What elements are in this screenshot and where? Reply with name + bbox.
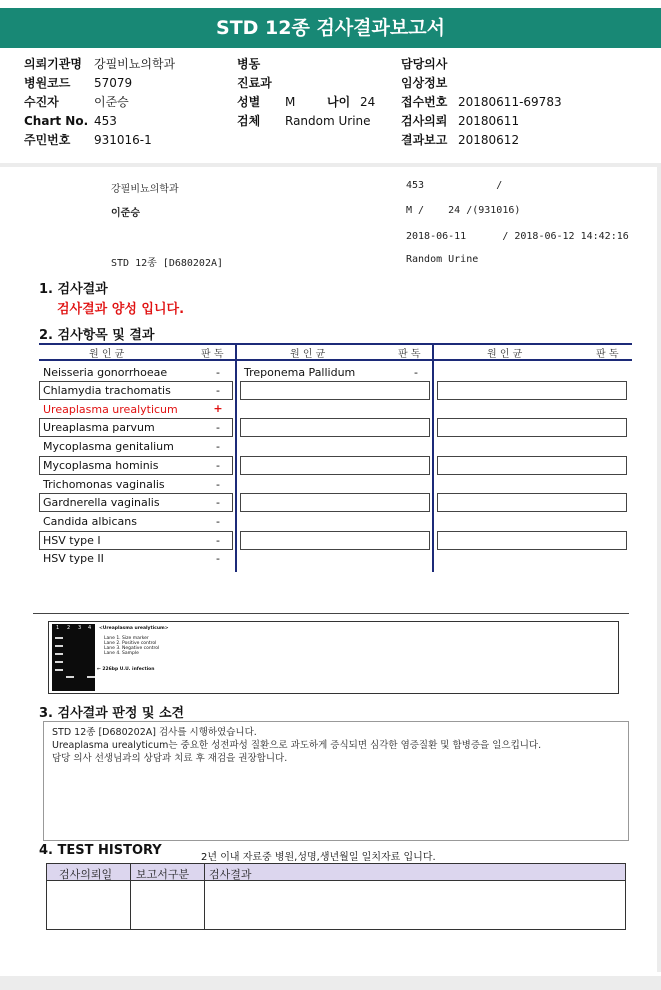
bottom-gutter bbox=[0, 976, 661, 990]
opinion-box bbox=[43, 721, 629, 841]
summary-test-code: STD 12종 [D680202A] bbox=[111, 258, 224, 269]
chart-label: Chart No. bbox=[24, 114, 89, 128]
organism-name: Trichomonas vaginalis bbox=[43, 478, 165, 491]
sex-label: 성별 bbox=[237, 95, 261, 109]
report-title: STD 12종 검사결과보고서 bbox=[0, 8, 661, 48]
organism-name: Neisseria gonorrhoeae bbox=[43, 366, 168, 379]
section-divider bbox=[33, 613, 629, 614]
organism-result: - bbox=[414, 366, 418, 379]
report-date-label: 결과보고 bbox=[401, 133, 448, 147]
organism-result: - bbox=[216, 384, 220, 397]
row-box bbox=[437, 531, 627, 550]
row-box bbox=[240, 381, 430, 400]
history-table-header bbox=[47, 864, 625, 881]
section2-title: 2. 검사항목 및 결과 bbox=[39, 328, 155, 343]
grid-divider-1 bbox=[235, 345, 237, 572]
gel-band bbox=[55, 653, 63, 655]
report-date-value: 20180612 bbox=[458, 133, 520, 147]
gel-image-frame bbox=[48, 621, 619, 694]
summary-sex-age: M / 24 /(931016) bbox=[406, 205, 521, 216]
ward-label: 병동 bbox=[237, 57, 261, 71]
col3-organism-header: 원 인 균 bbox=[487, 349, 523, 360]
organism-result: - bbox=[216, 552, 220, 565]
gel-title: <Ureaplasma urealyticum> bbox=[99, 626, 169, 631]
history-header-report-type: 보고서구분 bbox=[136, 868, 190, 881]
history-col-divider bbox=[204, 864, 205, 929]
summary-hospital: 강필비뇨의학과 bbox=[111, 184, 179, 195]
organism-result: - bbox=[216, 459, 220, 472]
positive-message: 검사결과 양성 입니다. bbox=[57, 302, 185, 317]
col1-organism-header: 원 인 균 bbox=[89, 349, 125, 360]
grid-divider-2 bbox=[432, 345, 434, 572]
gel-electrophoresis-image bbox=[52, 624, 95, 691]
gel-legend-item: Lane 2. Positive control bbox=[104, 641, 157, 646]
dept-label: 진료과 bbox=[237, 76, 272, 90]
organism-name: HSV type II bbox=[43, 552, 104, 565]
gel-band bbox=[55, 645, 63, 647]
organism-name: Treponema Pallidum bbox=[244, 366, 356, 379]
patient-value: 이준승 bbox=[94, 95, 129, 109]
gel-band bbox=[55, 669, 63, 671]
opinion-line: Ureaplasma urealyticum는 중요한 성전파성 질환으로 과도하게 증식되면 심각한 염증질환 및 합병증을 일으킵니다. bbox=[52, 740, 542, 751]
specimen-label: 검체 bbox=[237, 114, 261, 128]
organism-result: - bbox=[216, 515, 220, 528]
organism-name: Gardnerella vaginalis bbox=[43, 496, 160, 509]
patient-label: 수진자 bbox=[24, 95, 59, 109]
patient-info-left bbox=[24, 55, 175, 150]
row-box bbox=[437, 493, 627, 512]
summary-dates: 2018-06-11 / 2018-06-12 14:42:16 bbox=[406, 231, 629, 242]
code-value: 57079 bbox=[94, 76, 133, 90]
section3-title: 3. 검사결과 판정 및 소견 bbox=[39, 706, 185, 721]
section4-title: 4. TEST HISTORY bbox=[39, 843, 162, 858]
summary-specimen: Random Urine bbox=[406, 254, 479, 265]
col2-result-header: 판 독 bbox=[398, 349, 421, 360]
section1-title: 1. 검사결과 bbox=[39, 282, 108, 297]
organism-result: - bbox=[216, 421, 220, 434]
receipt-value: 20180611-69783 bbox=[458, 95, 562, 109]
doctor-label: 담당의사 bbox=[401, 57, 448, 71]
patient-info-middle bbox=[237, 55, 375, 131]
organism-name: Mycoplasma genitalium bbox=[43, 440, 174, 453]
col1-result-header: 판 독 bbox=[201, 349, 224, 360]
grid-head-bottom-line bbox=[39, 359, 632, 361]
organism-name: Ureaplasma parvum bbox=[43, 421, 155, 434]
col2-organism-header: 원 인 균 bbox=[290, 349, 326, 360]
resident-label: 주민번호 bbox=[24, 133, 71, 147]
age-value: 24 bbox=[360, 95, 376, 109]
chart-value: 453 bbox=[94, 114, 117, 128]
gel-band bbox=[55, 661, 63, 663]
clinical-label: 임상정보 bbox=[401, 76, 448, 90]
row-box bbox=[240, 418, 430, 437]
row-box bbox=[240, 531, 430, 550]
hospital-value: 강필비뇨의학과 bbox=[94, 57, 176, 71]
gel-legend-item: Lane 1. Size marker bbox=[104, 636, 149, 641]
gel-band bbox=[66, 676, 74, 678]
organism-name: HSV type I bbox=[43, 534, 101, 547]
organism-result: - bbox=[216, 366, 220, 379]
hospital-label: 의뢰기관명 bbox=[24, 57, 82, 71]
opinion-line: STD 12종 [D680202A] 검사를 시행하였습니다. bbox=[52, 727, 257, 738]
organism-result: - bbox=[216, 534, 220, 547]
gel-lane-label: 4 bbox=[88, 625, 92, 631]
gel-arrow-label: ← 226bp U.U. infection bbox=[97, 667, 155, 672]
patient-info-right bbox=[401, 55, 562, 150]
organism-name: Mycoplasma hominis bbox=[43, 459, 159, 472]
summary-chart: 453 / bbox=[406, 180, 503, 191]
code-label: 병원코드 bbox=[24, 76, 71, 90]
row-box bbox=[437, 381, 627, 400]
request-value: 20180611 bbox=[458, 114, 520, 128]
gel-legend-item: Lane 3. Negative control bbox=[104, 646, 160, 651]
history-note: 2년 이내 자료중 병원,성명,생년월일 일치자료 입니다. bbox=[201, 852, 436, 863]
row-box bbox=[240, 456, 430, 475]
gel-lane-label: 2 bbox=[67, 625, 71, 631]
organism-name: Chlamydia trachomatis bbox=[43, 384, 171, 397]
history-header-request-date: 검사의뢰일 bbox=[59, 868, 113, 881]
header-divider bbox=[0, 163, 661, 167]
organism-result-positive: + bbox=[213, 402, 223, 415]
row-box bbox=[240, 493, 430, 512]
history-table bbox=[46, 863, 626, 930]
organism-name-positive: Ureaplasma urealyticum bbox=[43, 403, 178, 416]
summary-patient: 이준승 bbox=[111, 208, 140, 219]
grid-top-line bbox=[39, 343, 632, 345]
gel-lane-label: 1 bbox=[56, 625, 60, 631]
history-col-divider bbox=[130, 864, 131, 929]
organism-result: - bbox=[216, 478, 220, 491]
gel-lane-label: 3 bbox=[78, 625, 82, 631]
resident-value: 931016-1 bbox=[94, 133, 152, 147]
organism-name: Candida albicans bbox=[43, 515, 137, 528]
sex-value: M bbox=[285, 95, 296, 109]
receipt-label: 접수번호 bbox=[401, 95, 448, 109]
history-header-result: 검사결과 bbox=[209, 868, 252, 881]
row-box bbox=[437, 456, 627, 475]
gel-band bbox=[55, 637, 63, 639]
right-gutter bbox=[657, 167, 661, 972]
gel-legend-item: Lane 4. Sample bbox=[104, 651, 139, 656]
specimen-value: Random Urine bbox=[285, 114, 371, 128]
gel-band bbox=[87, 676, 95, 678]
organism-result: - bbox=[216, 440, 220, 453]
request-label: 검사의뢰 bbox=[401, 114, 448, 128]
age-label: 나이 bbox=[327, 95, 351, 109]
organism-result: - bbox=[216, 496, 220, 509]
row-box bbox=[437, 418, 627, 437]
col3-result-header: 판 독 bbox=[596, 349, 619, 360]
opinion-line: 담당 의사 선생님과의 상담과 치료 후 재검을 권장합니다. bbox=[52, 753, 288, 764]
